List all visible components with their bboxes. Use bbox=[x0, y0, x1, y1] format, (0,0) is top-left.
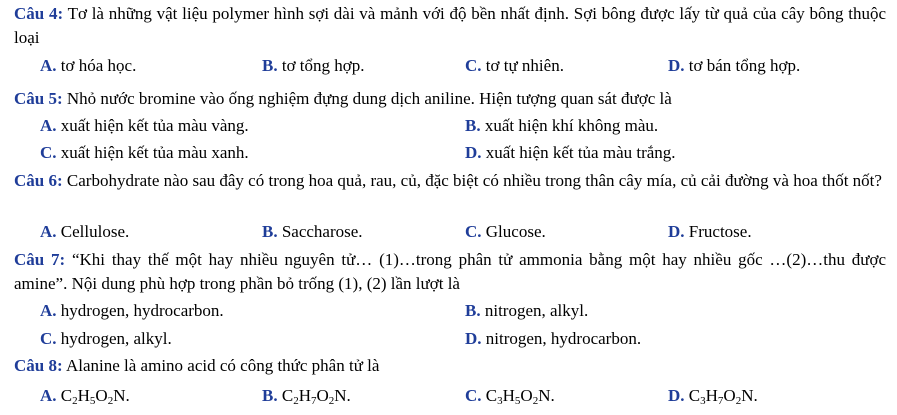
q7-option-a[interactable] bbox=[40, 301, 224, 321]
formula-text: $C_2H_7O_2N$. bbox=[281, 386, 351, 407]
question-text: Nhỏ nước bromine vào ống nghiệm đựng dung dịch aniline. Hiện tượng quan sát được là bbox=[66, 89, 672, 108]
q6-option-a[interactable] bbox=[40, 222, 129, 242]
question-number: Câu 6: bbox=[14, 171, 63, 190]
question-text: “Khi thay thế một hay nhiều nguyên tử… (1)…trong phân tử ammonia bằng một hay nhiều gốc …(2)…thu được amine”. Nội dung phù hợp trong phần bỏ trống (1), (2) lần lượt là bbox=[14, 250, 887, 293]
question-5 bbox=[14, 87, 886, 111]
q5-option-a[interactable] bbox=[40, 116, 249, 136]
option-letter: A. bbox=[40, 56, 57, 75]
question-number: Câu 4: bbox=[14, 4, 64, 23]
option-letter: C. bbox=[465, 56, 482, 75]
question-text: Alanine là amino acid có công thức phân tử là bbox=[65, 356, 380, 375]
option-text: Saccharose. bbox=[281, 222, 363, 241]
option-text: xuất hiện kết tủa màu vàng. bbox=[60, 116, 249, 135]
question-7 bbox=[14, 248, 886, 296]
option-letter: C. bbox=[465, 386, 482, 405]
q4-option-c[interactable] bbox=[465, 56, 564, 76]
formula-text: $C_3H_5O_2N$. bbox=[485, 386, 555, 407]
option-text: tơ hóa học. bbox=[60, 56, 137, 75]
q6-option-c[interactable] bbox=[465, 222, 546, 242]
option-letter: C. bbox=[40, 329, 57, 348]
option-letter: B. bbox=[465, 301, 481, 320]
option-letter: D. bbox=[465, 143, 482, 162]
question-8 bbox=[14, 354, 886, 378]
option-letter: B. bbox=[465, 116, 481, 135]
question-number: Câu 7: bbox=[14, 250, 66, 269]
q5-option-d[interactable] bbox=[465, 143, 676, 163]
option-text: Cellulose. bbox=[60, 222, 130, 241]
option-text: xuất hiện kết tủa màu trắng. bbox=[485, 143, 676, 162]
q8-option-c[interactable] bbox=[465, 386, 555, 406]
question-text: Tơ là những vật liệu polymer hình sợi dài và mảnh với độ bền nhất định. Sợi bông được lấy từ quả của cây bông thuộc loại bbox=[14, 4, 886, 47]
q7-option-d[interactable] bbox=[465, 329, 641, 349]
option-text: Glucose. bbox=[485, 222, 546, 241]
question-4 bbox=[14, 2, 886, 50]
q7-option-b[interactable] bbox=[465, 301, 588, 321]
q7-option-c[interactable] bbox=[40, 329, 172, 349]
option-letter: B. bbox=[262, 56, 278, 75]
option-text: nitrogen, alkyl. bbox=[484, 301, 589, 320]
option-letter: D. bbox=[668, 56, 685, 75]
question-number: Câu 5: bbox=[14, 89, 63, 108]
option-text: Fructose. bbox=[688, 222, 752, 241]
option-letter: D. bbox=[668, 386, 685, 405]
option-text: tơ bán tổng hợp. bbox=[688, 56, 801, 75]
q8-option-b[interactable] bbox=[262, 386, 351, 406]
question-6 bbox=[14, 169, 886, 193]
q5-option-c[interactable] bbox=[40, 143, 249, 163]
q8-option-a[interactable] bbox=[40, 386, 130, 406]
q6-option-d[interactable] bbox=[668, 222, 752, 242]
option-letter: A. bbox=[40, 301, 57, 320]
option-text: tơ tự nhiên. bbox=[485, 56, 564, 75]
option-letter: B. bbox=[262, 386, 278, 405]
option-letter: A. bbox=[40, 116, 57, 135]
option-text: xuất hiện kết tủa màu xanh. bbox=[60, 143, 249, 162]
option-letter: C. bbox=[465, 222, 482, 241]
question-text: Carbohydrate nào sau đây có trong hoa quả, rau, củ, đặc biệt có nhiều trong thân cây mía, củ cải đường và hoa thốt nốt? bbox=[66, 171, 882, 190]
option-text: hydrogen, alkyl. bbox=[60, 329, 172, 348]
option-text: hydrogen, hydrocarbon. bbox=[60, 301, 224, 320]
formula-text: $C_3H_7O_2N$. bbox=[688, 386, 758, 407]
q4-option-b[interactable] bbox=[262, 56, 365, 76]
q5-option-b[interactable] bbox=[465, 116, 658, 136]
option-letter: D. bbox=[668, 222, 685, 241]
option-text: xuất hiện khí không màu. bbox=[484, 116, 659, 135]
option-letter: A. bbox=[40, 222, 57, 241]
option-letter: D. bbox=[465, 329, 482, 348]
option-letter: A. bbox=[40, 386, 57, 405]
formula-text: $C_2H_5O_2N$. bbox=[60, 386, 130, 407]
option-letter: B. bbox=[262, 222, 278, 241]
q8-option-d[interactable] bbox=[668, 386, 758, 406]
q4-option-d[interactable] bbox=[668, 56, 800, 76]
option-letter: C. bbox=[40, 143, 57, 162]
question-number: Câu 8: bbox=[14, 356, 63, 375]
option-text: tơ tổng hợp. bbox=[281, 56, 365, 75]
q4-option-a[interactable] bbox=[40, 56, 136, 76]
q6-option-b[interactable] bbox=[262, 222, 363, 242]
option-text: nitrogen, hydrocarbon. bbox=[485, 329, 642, 348]
